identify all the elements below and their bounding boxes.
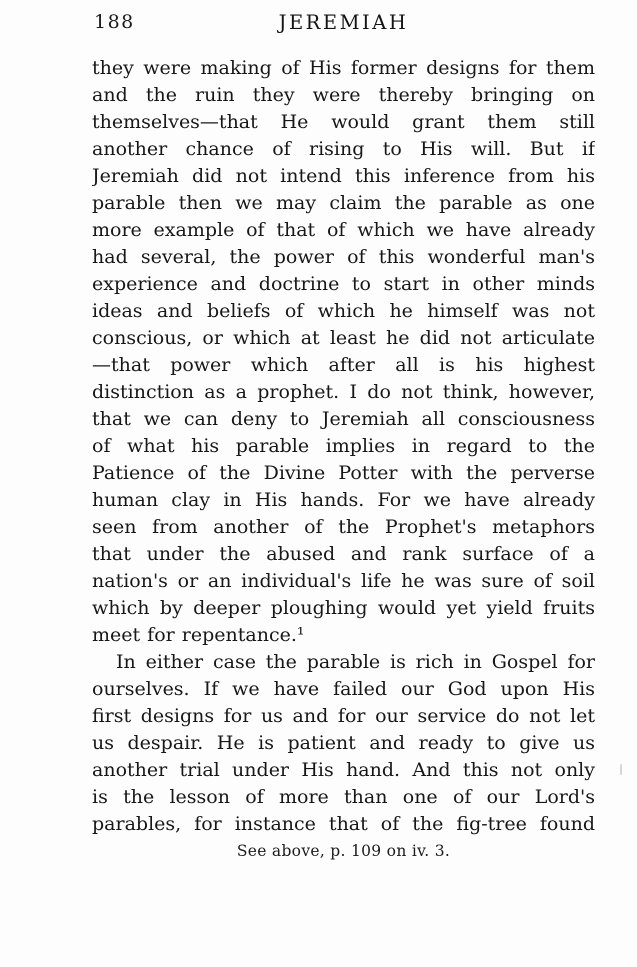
text-line-p2-7: parables, for instance that of the fig-tree found [92,813,595,835]
text-line-p2-5: another trial under His hand. And this not only [92,759,595,781]
text-line-p1-6: parable then we may claim the parable as one [92,192,595,214]
text-line-p1-5: Jeremiah did not intend this inference from his [92,165,595,187]
text-line-p1-15: of what his parable implies in regard to the [92,435,595,457]
text-line-p1-12: —that power which after all is his highest [92,354,595,376]
text-line-p1-19: that under the abused and rank surface of a [92,543,595,565]
text-line-p1-17: human clay in His hands. For we have already [92,489,595,511]
page-number: 188 [94,11,135,33]
text-line-p2-2: ourselves. If we have failed our God upon His [92,678,595,700]
text-line-p2-4: us despair. He is patient and ready to give us [92,732,595,754]
text-line-p1-3: themselves—that He would grant them still [92,111,595,133]
text-line-p1-11: conscious, or which at least he did not articulate [92,327,595,349]
text-line-p1-22: meet for repentance.¹ [92,624,305,646]
body-text [92,55,595,838]
page-header [92,11,595,37]
text-line-p1-10: ideas and beliefs of which he himself was not [92,300,595,322]
text-line-p1-18: seen from another of the Prophet's metaphors [92,516,595,538]
footnote-text: See above, p. 109 on iv. 3. [236,842,451,860]
text-line-p1-21: which by deeper ploughing would yet yield fruits [92,597,595,619]
text-line-p1-4: another chance of rising to His will. But if [92,138,595,160]
text-line-p1-7: more example of that of which we have already [92,219,595,241]
text-line-p1-8: had several, the power of this wonderful man's [92,246,595,268]
text-line-p2-6: is the lesson of more than one of our Lord's [92,786,595,808]
text-line-p1-13: distinction as a prophet. I do not think, however, [92,381,595,403]
text-line-p2-3: first designs for us and for our service do not let [92,705,595,727]
text-line-p2-1: In either case the parable is rich in Gospel for [116,651,595,673]
text-line-p1-1: they were making of His former designs for them [92,57,595,79]
text-line-p1-14: that we can deny to Jeremiah all consciousness [92,408,595,430]
text-line-p1-2: and the ruin they were thereby bringing on [92,84,595,106]
text-line-p1-16: Patience of the Divine Potter with the perverse [92,462,595,484]
scan-artifact-mark [620,764,622,775]
text-line-p1-20: nation's or an individual's life he was sure of soil [92,570,595,592]
running-title: JEREMIAH [278,11,409,34]
text-line-p1-9: experience and doctrine to start in other minds [92,273,595,295]
